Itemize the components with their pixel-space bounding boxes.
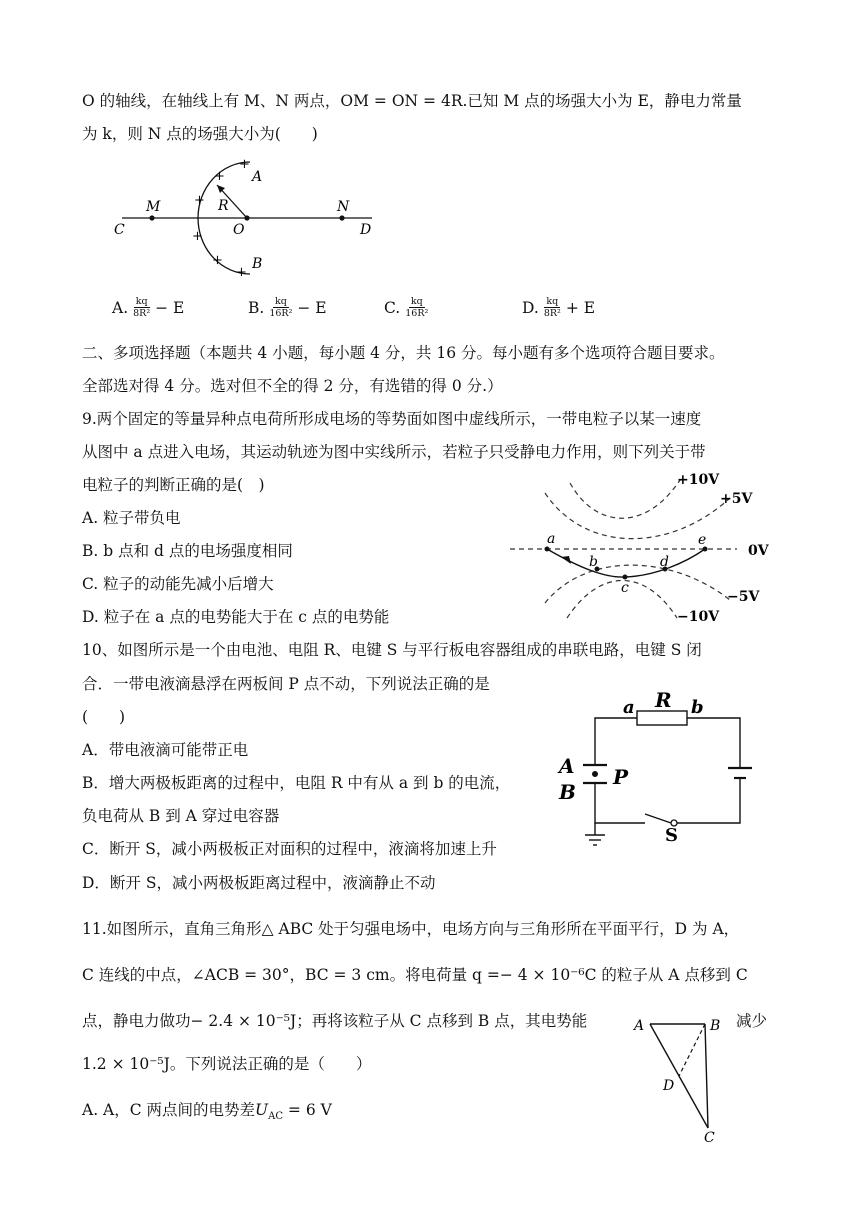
q8-plus-sign: + xyxy=(212,253,223,268)
q8-label-M: M xyxy=(146,199,161,215)
q9-trajectory-arrowhead xyxy=(561,556,571,564)
q9-label-b: b xyxy=(589,554,598,570)
q11-side-BC xyxy=(705,1024,708,1128)
q8-label-A: A xyxy=(252,169,263,185)
q8-option-d xyxy=(522,296,595,319)
q8-point-O xyxy=(244,215,249,220)
q8-option-b xyxy=(248,296,327,319)
q9-option-a: A. 粒子带负电 xyxy=(82,509,181,527)
q9-option-d: D. 粒子在 a 点的电势能大于在 c 点的电势能 xyxy=(82,608,390,626)
q11-label-A: A xyxy=(634,1018,645,1034)
q11-option-a-text: A. A，C 两点间的电势差 xyxy=(82,1101,256,1119)
q10-option-d: D．断开 S，减小两极板距离过程中，液滴静止不动 xyxy=(82,874,436,892)
q11-text-line4: 1.2 × 10⁻⁵J。下列说法正确的是（ ） xyxy=(82,1055,372,1073)
q10-option-c: C．断开 S，减小两极板正对面积的过程中，液滴将加速上升 xyxy=(82,840,497,858)
q8-option-c xyxy=(384,296,433,319)
q10-resistor-R xyxy=(637,711,687,725)
q8-option-a-den: 8R² xyxy=(133,308,151,319)
q11-text-line2: C 连线的中点，∠ACB = 30°，BC = 3 cm。将电荷量 q =− 4 × 10⁻⁶C 的粒子从 A 点移到 C xyxy=(82,966,748,984)
q10-option-b-line1: B．增大两极板距离的过程中，电阻 R 中有从 a 到 b 的电流， xyxy=(82,774,511,792)
section2-heading-line2: 全部选对得 4 分。选对但不全的得 2 分，有选错的得 0 分.） xyxy=(82,377,503,395)
q10-option-a: A．带电液滴可能带正电 xyxy=(82,741,249,759)
q8-text-line1: O 的轴线，在轴线上有 M、N 两点，OM = ON = 4R.已知 M 点的场强大小为 E，静电力常量 xyxy=(82,92,742,110)
q8-label-B: B xyxy=(252,256,263,272)
q8-plus-sign: + xyxy=(214,169,225,184)
q11-option-a-value: = 6 V xyxy=(282,1101,332,1119)
q9-label-c: c xyxy=(621,580,629,596)
q8-charged-ring-figure xyxy=(110,152,380,277)
q9-point-c xyxy=(623,575,628,580)
q8-text-line2: 为 k，则 N 点的场强大小为( ) xyxy=(82,125,318,143)
q9-point-a xyxy=(545,547,550,552)
q9-option-b: B. b 点和 d 点的电场强度相同 xyxy=(82,542,293,560)
q9-label-zero: 0V xyxy=(748,543,769,559)
q11-label-C: C xyxy=(704,1130,715,1145)
q9-text-line1: 9.两个固定的等量异种点电荷所形成电场的等势面如图中虚线所示，一带电粒子以某一速度 xyxy=(82,410,702,428)
q8-label-O: O xyxy=(233,222,245,238)
q9-text-line3: 电粒子的判断正确的是( ) xyxy=(82,476,265,494)
q10-text-line2: 合．一带电液滴悬浮在两板间 P 点不动，下列说法正确的是 xyxy=(82,675,490,693)
q10-label-S: S xyxy=(665,825,678,846)
q11-label-D: D xyxy=(663,1078,675,1094)
q8-option-d-num: kq xyxy=(546,296,559,307)
q9-label-plus10v: +10V xyxy=(677,472,720,488)
q10-option-b-line2: 负电荷从 B 到 A 穿过电容器 xyxy=(82,807,280,825)
q8-option-c-fraction xyxy=(403,296,430,319)
q9-text-line2: 从图中 a 点进入电场，其运动轨迹为图中实线所示，若粒子只受静电力作用，则下列关于带 xyxy=(82,443,706,461)
q9-label-e: e xyxy=(698,532,707,548)
q10-label-R: R xyxy=(655,688,672,712)
q8-option-c-label: C. xyxy=(384,298,401,317)
q9-label-plus5v: +5V xyxy=(720,491,753,507)
q8-option-a-label: A. xyxy=(112,298,129,317)
q8-option-a-rest: − E xyxy=(155,298,185,317)
q9-equipotential-figure xyxy=(505,468,795,628)
q11-segment-BD xyxy=(679,1024,705,1076)
q9-label-d: d xyxy=(660,554,669,570)
q11-label-B: B xyxy=(710,1018,721,1034)
q8-option-a-num: kq xyxy=(135,296,148,307)
q8-option-b-label: B. xyxy=(248,298,265,317)
q8-plus-sign: + xyxy=(236,265,247,277)
q8-plus-sign: + xyxy=(239,157,250,172)
q8-option-b-den: 16R² xyxy=(269,308,293,319)
section2-heading-line1: 二、多项选择题（本题共 4 小题，每小题 4 分，共 16 分。每小题有多个选项符合题目要求。 xyxy=(82,344,725,362)
q8-point-N xyxy=(339,215,344,220)
q8-option-b-num: kq xyxy=(274,296,287,307)
q10-label-A: A xyxy=(559,754,575,778)
q8-option-d-den: 8R² xyxy=(543,308,561,319)
q10-text-line1: 10、如图所示是一个由电池、电阻 R、电键 S 与平行板电容器组成的串联电路，电键 S 闭 xyxy=(82,641,702,659)
q8-option-d-fraction xyxy=(542,296,563,319)
q8-option-c-num: kq xyxy=(410,296,423,307)
q11-text-line1: 11.如图所示，直角三角形△ ABC 处于匀强电场中，电场方向与三角形所在平面平行，D 为 A， xyxy=(82,920,740,938)
q11-text-line3: 点，静电力做功− 2.4 × 10⁻⁵J；再将该粒子从 C 点移到 B 点，其电势能 xyxy=(82,1012,588,1030)
q8-option-b-rest: − E xyxy=(297,298,327,317)
q9-label-a: a xyxy=(547,531,556,547)
q9-label-minus5v: −5V xyxy=(727,589,760,605)
q10-label-b: b xyxy=(691,697,704,718)
q8-plus-sign: + xyxy=(192,229,203,244)
q10-label-P: P xyxy=(613,765,629,789)
q8-option-d-rest: + E xyxy=(565,298,596,317)
q9-label-minus10v: −10V xyxy=(677,609,720,625)
q9-option-c: C. 粒子的动能先减小后增大 xyxy=(82,575,274,593)
q8-option-a-fraction xyxy=(131,296,152,319)
q10-circuit-figure xyxy=(555,683,755,848)
q8-option-d-label: D. xyxy=(522,298,539,317)
q10-switch-S xyxy=(645,814,671,823)
q11-option-a-symbol: U xyxy=(255,1101,269,1119)
q10-droplet-P xyxy=(592,771,598,777)
q11-triangle-figure xyxy=(630,1010,730,1145)
q8-label-R: R xyxy=(218,198,229,214)
q11-option-a-subscript: AC xyxy=(268,1111,283,1123)
q10-text-line3: ( ) xyxy=(82,708,126,726)
q8-label-N: N xyxy=(337,199,350,215)
q9-equipotential-plus10 xyxy=(570,480,680,518)
q8-label-C: C xyxy=(114,222,125,238)
q8-option-c-den: 16R² xyxy=(405,308,429,319)
q9-equipotential-minus5 xyxy=(545,565,730,603)
q8-plus-sign: + xyxy=(194,193,205,208)
q8-option-a xyxy=(112,296,184,319)
q11-text-line3-end: 减少 xyxy=(736,1012,768,1030)
q8-option-b-fraction xyxy=(267,296,294,319)
q11-option-a xyxy=(82,1100,332,1127)
q10-label-B: B xyxy=(559,780,576,804)
q10-label-a: a xyxy=(623,697,635,718)
q8-label-D: D xyxy=(360,222,372,238)
q8-point-M xyxy=(149,215,154,220)
